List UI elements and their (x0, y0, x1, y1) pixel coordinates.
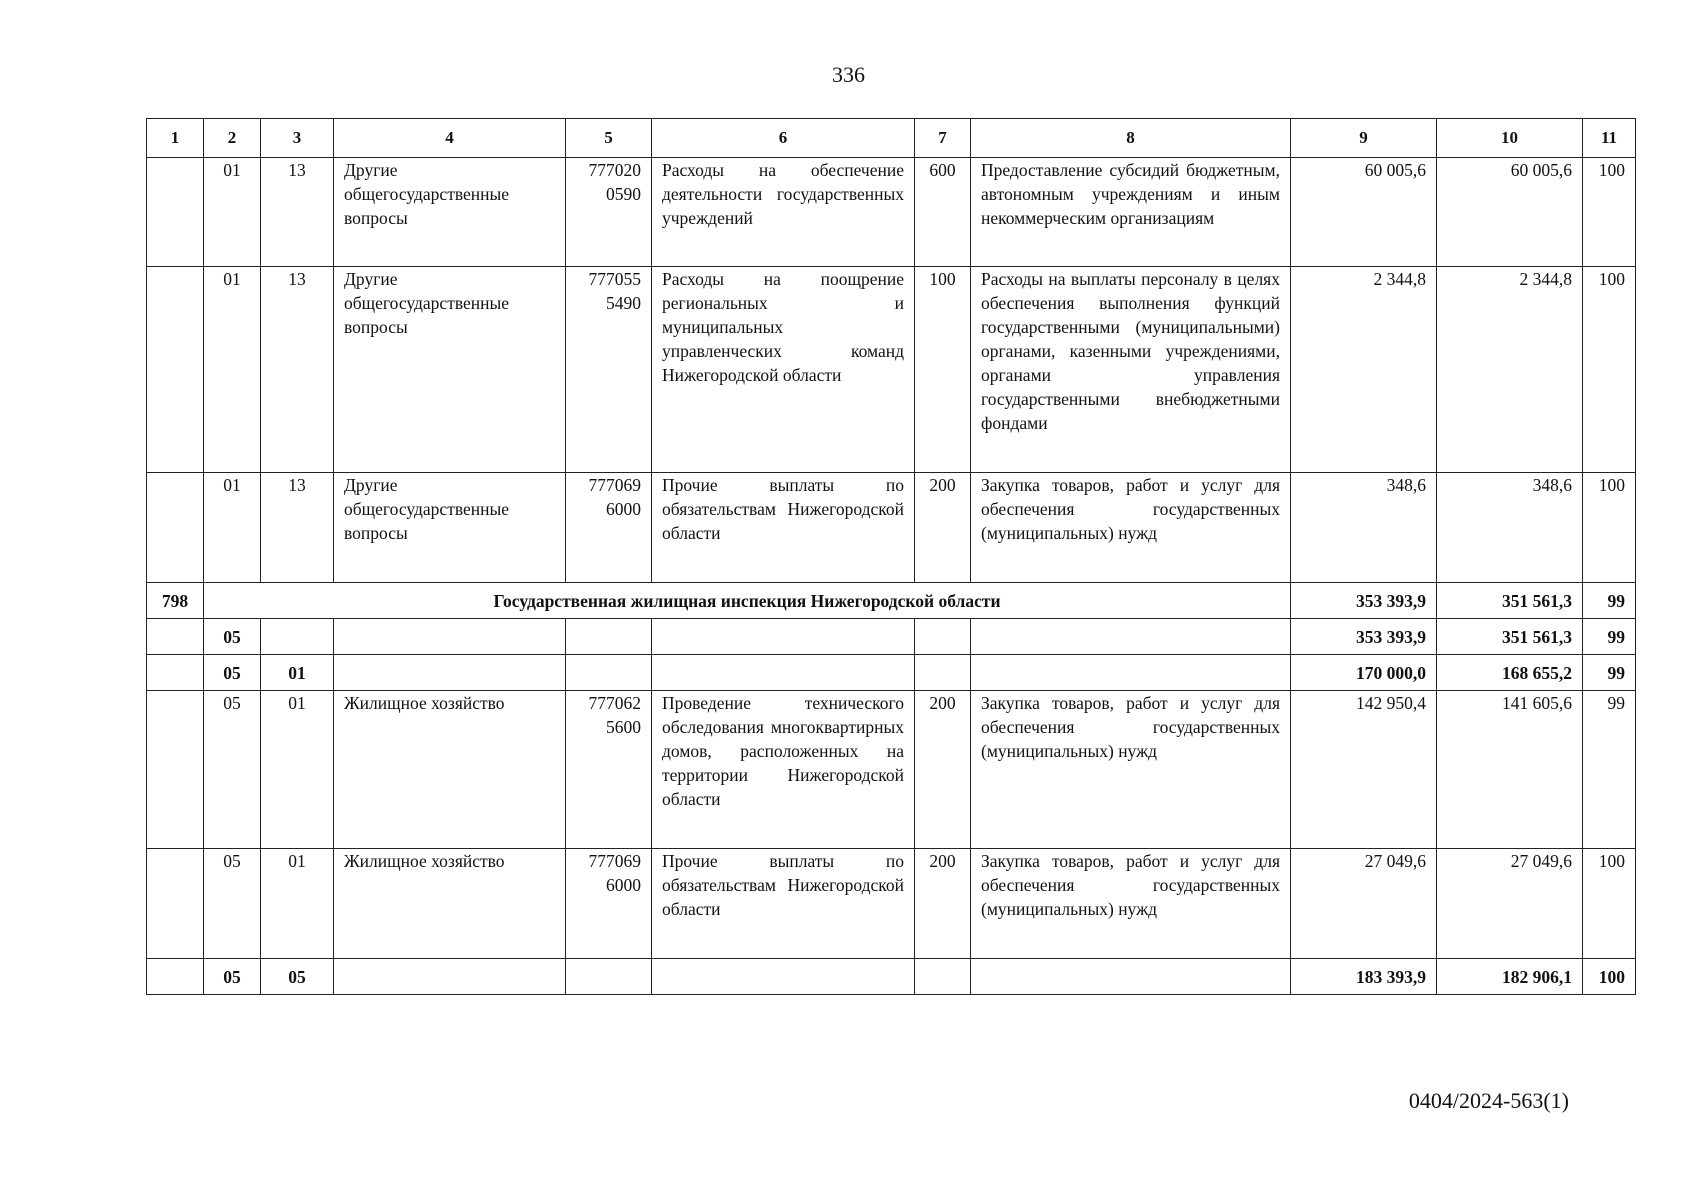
cell-target-code: 777069 6000 (566, 849, 652, 959)
table-row (147, 691, 1636, 849)
cell-actual: 348,6 (1437, 473, 1583, 583)
cell-planned: 170 000,0 (1291, 655, 1437, 691)
page-number: 336 (832, 62, 865, 87)
cell-percent: 99 (1583, 619, 1636, 655)
cell-expense-type: 200 (915, 691, 971, 849)
cell-subsection: 01 (261, 691, 334, 849)
cell-expense-type (915, 959, 971, 995)
cell-col1 (147, 959, 204, 995)
table-row (147, 158, 1636, 267)
cell-col1 (147, 158, 204, 267)
cell-expense-type: 600 (915, 158, 971, 267)
table-row-subtotal (147, 655, 1636, 691)
cell-target-name: Расходы на обеспечение деятельности государственных учреждений (652, 158, 915, 267)
cell-section: 05 (204, 849, 261, 959)
table-header-row (147, 119, 1636, 158)
cell-expense-type-name: Расходы на выплаты персоналу в целях обеспечения выполнения функций государственными (муниципальными) органами, казенными учреждениями, органами управления государственными внебюджетными фондами (971, 267, 1291, 473)
cell-section-name: Другие общегосударственные вопросы (334, 473, 566, 583)
cell-subsection: 13 (261, 473, 334, 583)
cell-subsection: 05 (261, 959, 334, 995)
cell-subsection: 01 (261, 849, 334, 959)
cell-target-name (652, 959, 915, 995)
header-cell: 4 (334, 119, 566, 158)
cell-percent: 100 (1583, 849, 1636, 959)
cell-section: 01 (204, 158, 261, 267)
cell-percent: 99 (1583, 655, 1636, 691)
cell-target-name: Проведение технического обследования многоквартирных домов, расположенных на территории Нижегородской области (652, 691, 915, 849)
cell-ministry-title: Государственная жилищная инспекция Нижегородской области (204, 583, 1291, 619)
cell-actual: 141 605,6 (1437, 691, 1583, 849)
cell-target-name: Расходы на поощрение региональных и муниципальных управленческих команд Нижегородской области (652, 267, 915, 473)
cell-percent: 99 (1583, 583, 1636, 619)
cell-target-code: 777055 5490 (566, 267, 652, 473)
table-row (147, 473, 1636, 583)
cell-planned: 60 005,6 (1291, 158, 1437, 267)
cell-section: 05 (204, 655, 261, 691)
cell-percent: 99 (1583, 691, 1636, 849)
cell-subsection: 13 (261, 158, 334, 267)
cell-target-code: 777020 0590 (566, 158, 652, 267)
cell-planned: 27 049,6 (1291, 849, 1437, 959)
table-row-subtotal (147, 959, 1636, 995)
cell-section-name: Другие общегосударственные вопросы (334, 158, 566, 267)
cell-expense-type: 200 (915, 849, 971, 959)
header-cell: 1 (147, 119, 204, 158)
cell-section: 05 (204, 691, 261, 849)
cell-expense-type: 100 (915, 267, 971, 473)
cell-actual: 2 344,8 (1437, 267, 1583, 473)
header-cell: 2 (204, 119, 261, 158)
cell-expense-type-name: Закупка товаров, работ и услуг для обеспечения государственных (муниципальных) нужд (971, 473, 1291, 583)
cell-expense-type (915, 655, 971, 691)
cell-actual: 351 561,3 (1437, 619, 1583, 655)
cell-percent: 100 (1583, 959, 1636, 995)
table-row-ministry (147, 583, 1636, 619)
header-cell: 10 (1437, 119, 1583, 158)
cell-section-name: Жилищное хозяйство (334, 691, 566, 849)
cell-planned: 353 393,9 (1291, 583, 1437, 619)
cell-actual: 27 049,6 (1437, 849, 1583, 959)
cell-col1 (147, 473, 204, 583)
cell-expense-type-name (971, 619, 1291, 655)
cell-percent: 100 (1583, 158, 1636, 267)
table-row (147, 267, 1636, 473)
header-cell: 3 (261, 119, 334, 158)
cell-target-code: 777069 6000 (566, 473, 652, 583)
cell-section-name: Жилищное хозяйство (334, 849, 566, 959)
budget-table (146, 118, 1636, 995)
cell-col1 (147, 267, 204, 473)
cell-col1 (147, 849, 204, 959)
cell-section: 05 (204, 959, 261, 995)
cell-ministry-code: 798 (147, 583, 204, 619)
cell-planned: 348,6 (1291, 473, 1437, 583)
cell-target-code (566, 619, 652, 655)
cell-expense-type-name (971, 959, 1291, 995)
cell-subsection: 01 (261, 655, 334, 691)
cell-planned: 142 950,4 (1291, 691, 1437, 849)
cell-expense-type-name: Закупка товаров, работ и услуг для обеспечения государственных (муниципальных) нужд (971, 849, 1291, 959)
cell-actual: 182 906,1 (1437, 959, 1583, 995)
cell-target-code: 777062 5600 (566, 691, 652, 849)
cell-percent: 100 (1583, 473, 1636, 583)
cell-actual: 168 655,2 (1437, 655, 1583, 691)
cell-actual: 60 005,6 (1437, 158, 1583, 267)
cell-planned: 183 393,9 (1291, 959, 1437, 995)
cell-target-code (566, 655, 652, 691)
cell-expense-type-name (971, 655, 1291, 691)
document-code: 0404/2024-563(1) (1408, 1088, 1569, 1113)
cell-subsection (261, 619, 334, 655)
table-row-subtotal (147, 619, 1636, 655)
cell-target-name (652, 655, 915, 691)
cell-percent: 100 (1583, 267, 1636, 473)
cell-section-name (334, 959, 566, 995)
cell-section-name: Другие общегосударственные вопросы (334, 267, 566, 473)
cell-planned: 353 393,9 (1291, 619, 1437, 655)
cell-subsection: 13 (261, 267, 334, 473)
header-cell: 9 (1291, 119, 1437, 158)
cell-section: 01 (204, 267, 261, 473)
cell-section-name (334, 655, 566, 691)
header-cell: 5 (566, 119, 652, 158)
cell-col1 (147, 655, 204, 691)
cell-target-name: Прочие выплаты по обязательствам Нижегородской области (652, 473, 915, 583)
cell-target-code (566, 959, 652, 995)
cell-expense-type (915, 619, 971, 655)
cell-expense-type: 200 (915, 473, 971, 583)
cell-expense-type-name: Закупка товаров, работ и услуг для обеспечения государственных (муниципальных) нужд (971, 691, 1291, 849)
cell-actual: 351 561,3 (1437, 583, 1583, 619)
cell-section: 01 (204, 473, 261, 583)
header-cell: 7 (915, 119, 971, 158)
cell-col1 (147, 619, 204, 655)
cell-section: 05 (204, 619, 261, 655)
header-cell: 6 (652, 119, 915, 158)
cell-section-name (334, 619, 566, 655)
header-cell: 8 (971, 119, 1291, 158)
header-cell: 11 (1583, 119, 1636, 158)
cell-planned: 2 344,8 (1291, 267, 1437, 473)
cell-target-name: Прочие выплаты по обязательствам Нижегородской области (652, 849, 915, 959)
table-row (147, 849, 1636, 959)
cell-expense-type-name: Предоставление субсидий бюджетным, автономным учреждениям и иным некоммерческим организациям (971, 158, 1291, 267)
cell-target-name (652, 619, 915, 655)
cell-col1 (147, 691, 204, 849)
